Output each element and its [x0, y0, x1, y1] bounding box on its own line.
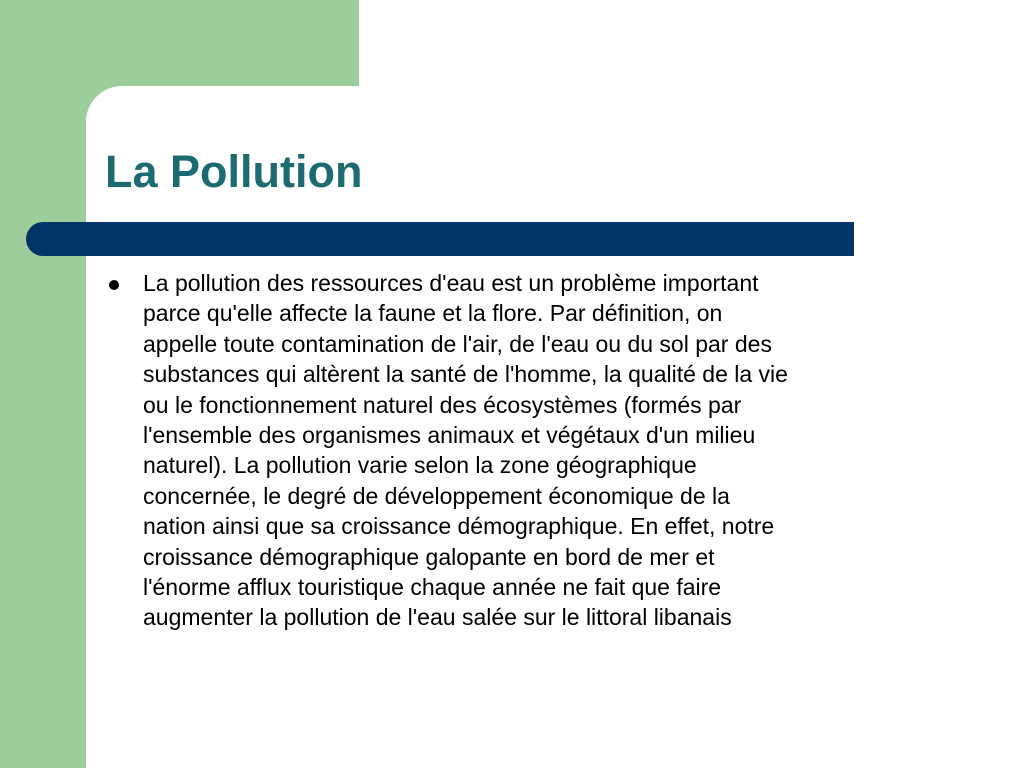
title-underline-bar: [26, 222, 854, 256]
bullet-paragraph: [143, 268, 1003, 633]
slide-title: La Pollution: [105, 146, 363, 197]
paragraph-line: parce qu'elle affecte la faune et la flore. Par définition, on: [143, 300, 723, 327]
paragraph-line: appelle toute contamination de l'air, de l'eau ou du sol par des: [143, 330, 772, 357]
paragraph-line: substances qui altèrent la santé de l'homme, la qualité de la vie: [143, 361, 788, 388]
paragraph-line: l'énorme afflux touristique chaque année ne fait que faire: [143, 574, 722, 601]
paragraph-line: ou le fonctionnement naturel des écosystèmes (formés par: [143, 391, 742, 418]
paragraph-line: croissance démographique galopante en bord de mer et: [143, 543, 715, 570]
paragraph-line: La pollution des ressources d'eau est un problème important: [143, 270, 759, 296]
paragraph-line: concernée, le degré de développement économique de la: [143, 482, 730, 509]
paragraph-line: l'ensemble des organismes animaux et végétaux d'un milieu: [143, 422, 756, 449]
paragraph-line: nation ainsi que sa croissance démographique. En effet, notre: [143, 513, 775, 540]
paragraph-line: augmenter la pollution de l'eau salée sur le littoral libanais: [143, 604, 732, 631]
paragraph-line: naturel). La pollution varie selon la zone géographique: [143, 452, 697, 479]
bullet-icon: [109, 280, 119, 290]
